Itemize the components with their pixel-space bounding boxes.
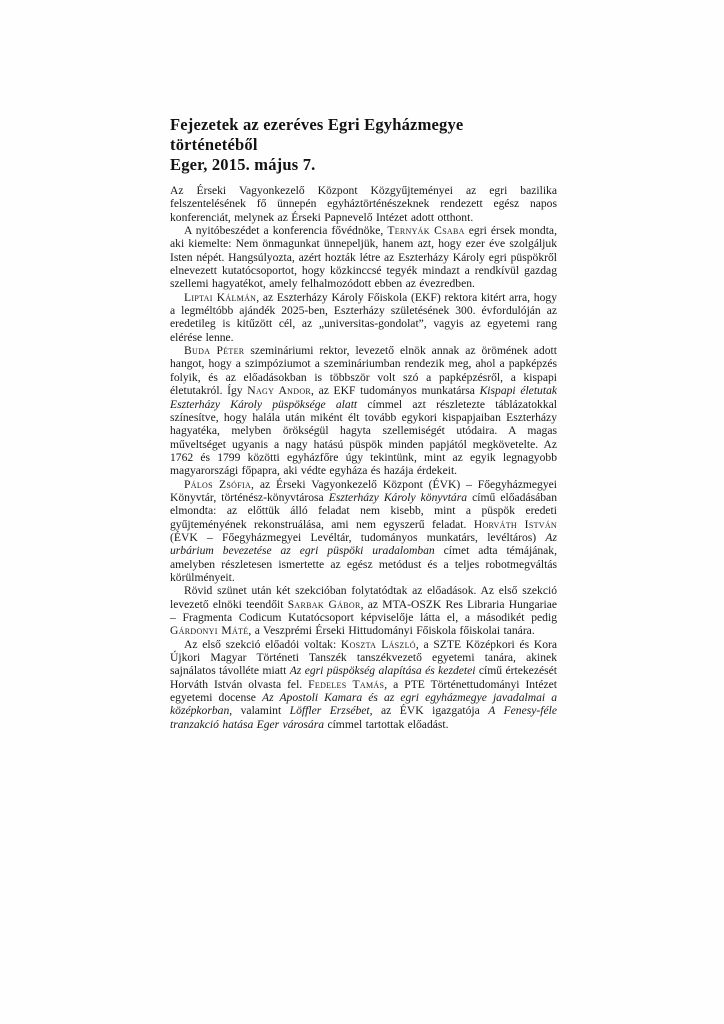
heading-line-date: Eger, 2015. május 7. [170, 155, 316, 174]
text-run: , az EKF tudományos munkatársa [311, 384, 480, 398]
heading-line-title-2: történetéből [170, 135, 258, 154]
text-run: című értekezését Horváth István olvasta fel. [170, 664, 557, 691]
text-run: , a SZTE Középkori és Kora Újkori Magyar Történeti Tanszék tanszékvezető egyetemi tanára, akinek sajnálatos távolléte miatt [170, 637, 558, 678]
document-heading [170, 115, 557, 175]
text-run: , valamint [229, 704, 290, 718]
person-name-smallcaps: Ternyák Csaba [387, 224, 465, 238]
lecture-title-italic: Kispapi életutak Eszterházy Károly püspöksége alatt [170, 384, 558, 411]
text-run: (ÉVK – Főegyházmegyei Levéltár, tudományos munkatárs, levéltáros) [170, 530, 546, 544]
lecture-title-italic: Löffler Erzsébet, [289, 704, 373, 718]
text-run: Az első szekció előadói voltak: [184, 637, 341, 651]
paragraph [170, 344, 557, 477]
heading-line-title-1: Fejezetek az ezeréves Egri Egyházmegye [170, 115, 464, 134]
text-run: az ÉVK igazgatója [372, 704, 489, 718]
person-name-smallcaps: Koszta László [340, 637, 416, 651]
text-run: , a PTE Történettudományi Intézet egyetemi docense [170, 677, 557, 705]
lecture-title-italic: Az urbárium bevezetése az egri püspöki uradalomban [170, 530, 557, 558]
lecture-title-italic: Az egri püspökség alapítása és kezdetei [289, 664, 476, 678]
paragraph [170, 478, 557, 585]
text-run: A nyitóbeszédet a konferencia fővédnöke, [184, 224, 388, 238]
text-run: Rövid szünet után két szekcióban folytatódtak az előadások. Az első szekció levezető elnöki teendőit [170, 584, 557, 611]
text-run: című előadásában elmondta: az előttük álló feladat nem kisebb, mint a püspök eredeti gyűjteményének rekonstruálása, ami nem egyszerű feladat. [170, 490, 557, 531]
text-run: címmel tartottak előadást. [324, 717, 449, 731]
text-run: szemináriumi rektor, levezető elnök annak az örömének adott hangot, hogy a szimpóziumot a szemináriumban rendezik meg, ahol a papképzés folyik, és az előadásokban is többször volt szó a papképzésről, a kispapi életutakról. Így [170, 344, 557, 398]
person-name-smallcaps: Sarbak Gábor [287, 597, 361, 611]
paragraph [170, 291, 557, 344]
document-text-block [170, 115, 557, 731]
text-run: , az MTA-OSZK Res Libraria Hungariae – Fragmenta Codicum Kutatócsoport képviselője látta el, a másodikét pedig [170, 597, 557, 624]
paragraph [170, 184, 557, 224]
document-body [170, 184, 557, 731]
text-run: egri érsek mondta, aki kiemelte: Nem önmagunkat ünnepeljük, hanem azt, hogy ezer éve szolgáljuk Isten népét. Hangsúlyozta, azért hozták létre az Eszterházy Károly egri püspökről elnevezett kutatócsoportot, hogy közkinccsé tegyék mindazt a rendkívül gazdag szellemi hagyatékot, amely felhalmozódott ebben az évezredben. [170, 224, 557, 291]
paragraph [170, 584, 557, 637]
paragraph [170, 638, 557, 731]
person-name-smallcaps: Liptai Kálmán [184, 290, 257, 304]
text-run: , a Veszprémi Érseki Hittudományi Főiskola főiskolai tanára. [248, 624, 535, 638]
paragraph [170, 224, 557, 291]
person-name-smallcaps: Pálos Zsófia [184, 477, 252, 491]
text-run: címet adta témájának, amelyben részletesen ismertette az egész metódust és a teljes robotmegváltás körülményeit. [170, 544, 557, 584]
person-name-smallcaps: Nagy Andor [247, 384, 312, 398]
text-run: címmel azt részletezte táblázatokkal színesítve, hogy halála után miként élt tovább egykori kispapjaiban Eszterházy hagyatéka, melyben örökségül hagyta szellemiségét utódaira. A magas műveltséget ugyanis a nagy hatású püspök minden papjától megkövetelte. Az 1762 és 1799 közötti egyházfőre úgy tekintünk, mint az egyik legnagyobb magyarországi főpapra, aki védte egyháza és hazája érdekeit. [170, 397, 558, 478]
text-run: , az Eszterházy Károly Főiskola (EKF) rektora kitért arra, hogy a legméltóbb ajándék 2025-ben, Eszterházy születésének 300. évfordulóján az eredetileg is kitűzött cél, az „universitas-gondolat”, vagyis az egyetemi rang elérése lenne. [170, 290, 557, 344]
lecture-title-italic: Eszterházy Károly könyvtára [328, 490, 468, 504]
person-name-smallcaps: Gárdonyi Máté [170, 624, 249, 638]
lecture-title-italic: Az Apostoli Kamara és az egri egyházmegye javadalmai a középkorban [170, 691, 557, 718]
lecture-title-italic: A Fenesy-féle tranzakció hatása Eger városára [170, 704, 557, 731]
person-name-smallcaps: Buda Péter [184, 344, 245, 358]
text-run: Az Érseki Vagyonkezelő Központ Közgyűjteményei az egri bazilika felszentelésének fő ünnepén egyháztörténészeknek rendezett egész napos konferenciát, melynek az Érseki Papnevelő Intézet adott otthont. [170, 184, 557, 224]
text-run: , az Érseki Vagyonkezelő Központ (ÉVK) – Főegyházmegyei Könyvtár, történész-könyvtárosa [170, 477, 557, 504]
person-name-smallcaps: Horváth István [473, 517, 557, 531]
person-name-smallcaps: Fedeles Tamás [308, 677, 385, 691]
